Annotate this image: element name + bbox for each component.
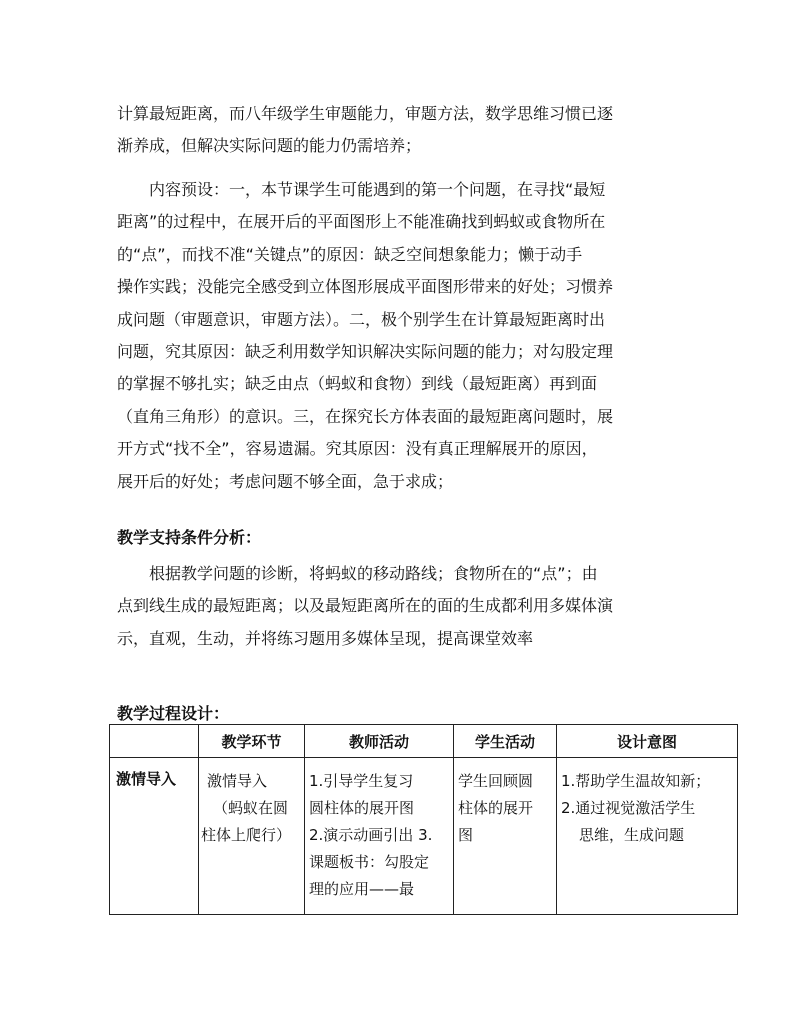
support-paragraph [117, 558, 677, 655]
text-line: 开方式“找不全”，容易遗漏。究其原因：没有真正理解展开的原因， [117, 439, 598, 459]
cell-text: 1.帮助学生温故知新； [561, 772, 711, 790]
link-cell [199, 758, 305, 915]
table-header-cell: 教学环节 [199, 725, 305, 758]
text-line: 问题，究其原因：缺乏利用数学知识解决实际问题的能力；对勾股定理 [117, 342, 614, 362]
section-heading-support: 教学支持条件分析： [117, 528, 262, 547]
stage-cell [110, 758, 199, 915]
cell-text: 理的应用——最 [309, 880, 415, 898]
content-preset-paragraph [117, 174, 677, 498]
text-line: 根据教学问题的诊断，将蚂蚁的移动路线；食物所在的“点”；由 [149, 564, 598, 583]
text-line: 展开后的好处；考虑问题不够全面，急于求成； [117, 471, 454, 491]
table-header-cell [110, 725, 199, 758]
text-line: 的掌握不够扎实；缺乏由点（蚂蚁和食物）到线（最短距离）再到面 [117, 374, 598, 394]
cell-text: 图 [458, 826, 474, 844]
table-header-cell: 学生活动 [454, 725, 557, 758]
cell-text: 1.引导学生复习 [309, 772, 414, 790]
cell-text: 课题板书：勾股定 [309, 853, 430, 871]
text-line: 示，直观，生动，并将练习题用多媒体呈现，提高课堂效率 [117, 628, 534, 648]
analysis-paragraph-continued [117, 98, 677, 163]
text-line: 点到线生成的最短距离；以及最短距离所在的面的生成都利用多媒体演 [117, 596, 614, 616]
student-activity-cell [454, 758, 557, 915]
text-line: 的“点”，而找不准“关键点”的原因：缺乏空间想象能力；懒于动手 [117, 244, 583, 264]
cell-text: 激情导入 [116, 770, 177, 788]
text-line: 操作实践；没能完全感受到立体图形展成平面图形带来的好处；习惯养 [117, 277, 614, 297]
section-heading-process: 教学过程设计： [117, 704, 230, 723]
cell-text: 2.演示动画引出 3. [309, 826, 433, 844]
cell-text: 2.通过视觉激活学生 [561, 799, 696, 817]
teacher-activity-cell [305, 758, 454, 915]
text-line: 渐养成，但解决实际问题的能力仍需培养； [117, 136, 422, 156]
teaching-process-table [109, 724, 738, 915]
design-intent-cell [557, 758, 738, 915]
text-line: 内容预设：一，本节课学生可能遇到的第一个问题，在寻找“最短 [149, 180, 606, 199]
text-line: 计算最短距离，而八年级学生审题能力，审题方法，数学思维习惯已逐 [117, 104, 614, 123]
cell-text: 柱体的展开 [458, 799, 534, 817]
cell-text: 柱体上爬行） [201, 826, 292, 844]
table-header-cell: 教师活动 [305, 725, 454, 758]
text-line: （直角三角形）的意识。三，在探究长方体表面的最短距离问题时，展 [117, 406, 614, 426]
table-row [110, 758, 738, 915]
text-line: 距离”的过程中，在展开后的平面图形上不能准确找到蚂蚁或食物所在 [117, 212, 606, 232]
table-header-row [110, 725, 738, 758]
cell-text: 圆柱体的展开图 [309, 799, 415, 817]
cell-text: 激情导入 [207, 772, 268, 790]
cell-text: 思维，生成问题 [579, 826, 685, 844]
text-line: 成问题（审题意识，审题方法）。二，极个别学生在计算最短距离时出 [117, 309, 606, 329]
cell-text: 学生回顾圆 [458, 772, 534, 790]
cell-text: （蚂蚁在圆 [213, 799, 289, 817]
table-header-cell: 设计意图 [557, 725, 738, 758]
